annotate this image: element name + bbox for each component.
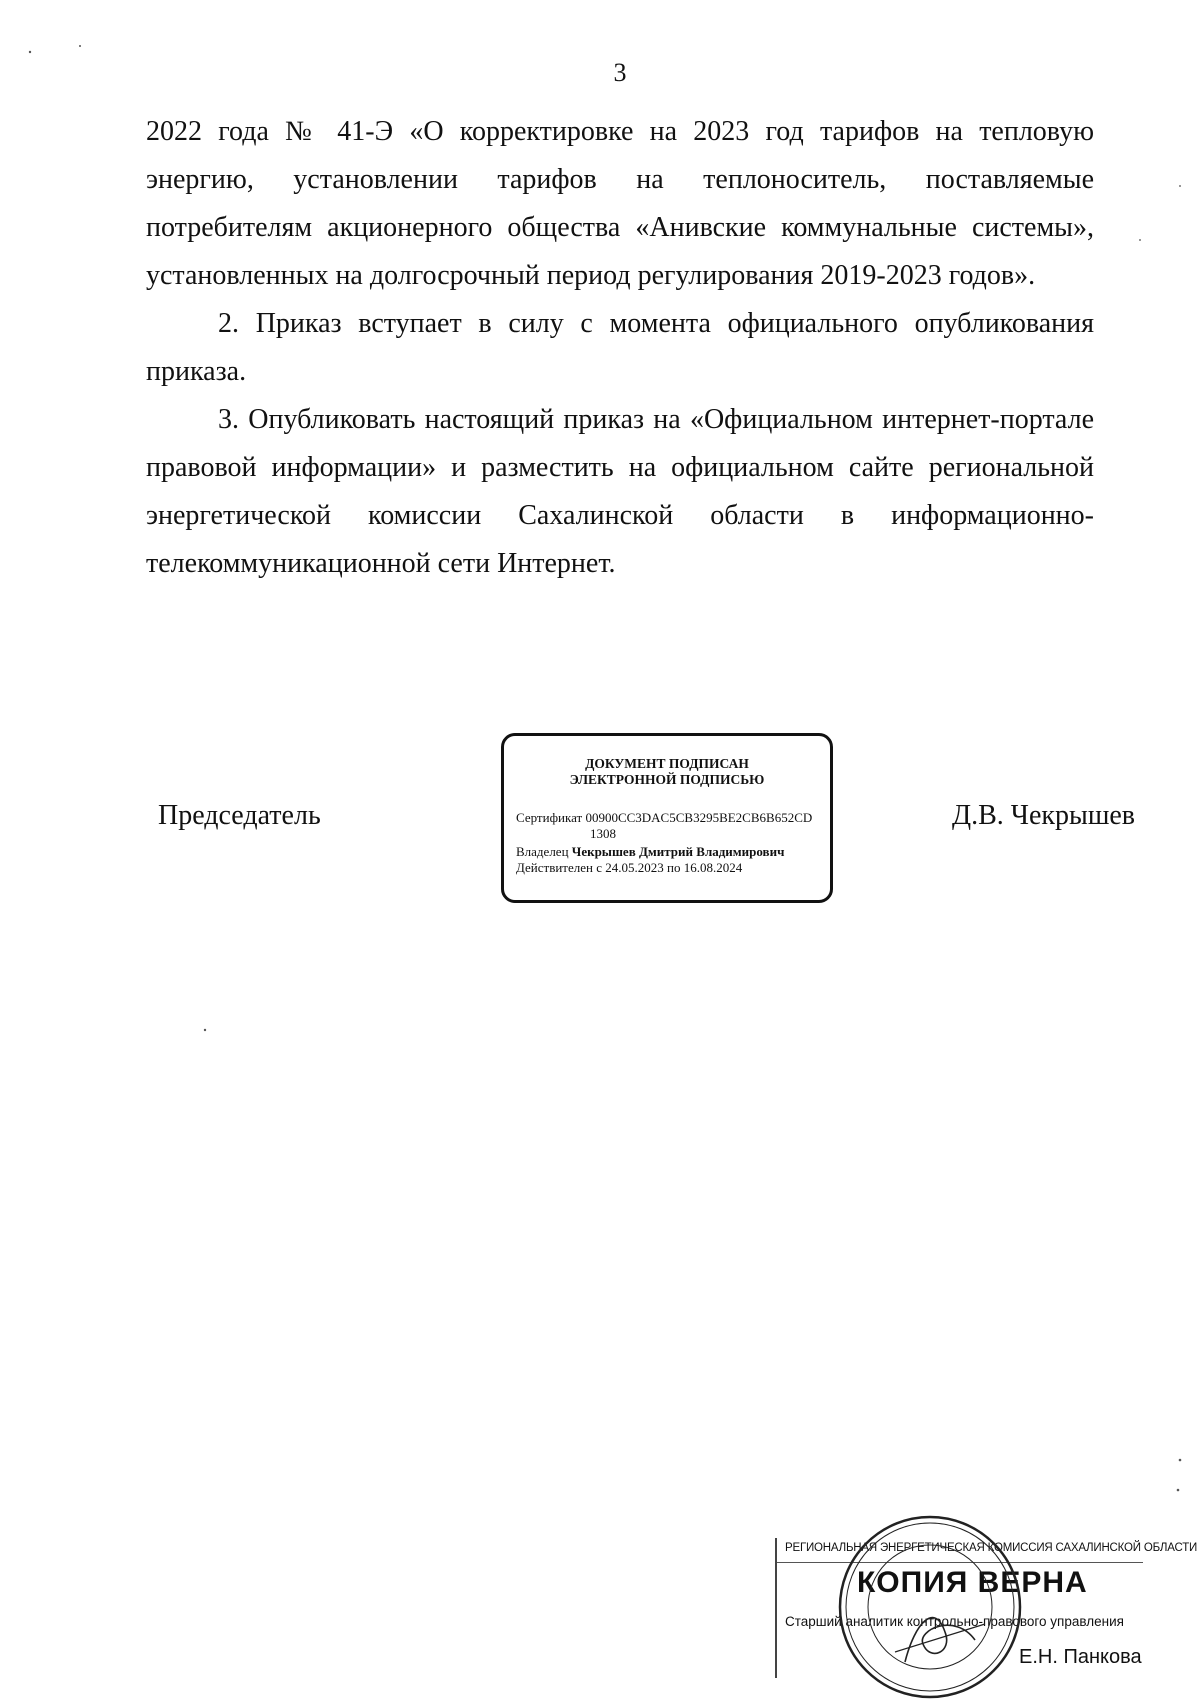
esig-owner-label: Владелец (516, 844, 569, 859)
handwritten-signature-mark (905, 1618, 975, 1662)
copy-stamp-name: Е.Н. Панкова (1019, 1646, 1142, 1668)
copy-stamp-org: РЕГИОНАЛЬНАЯ ЭНЕРГЕТИЧЕСКАЯ КОМИССИЯ САХАЛИНСКОЙ ОБЛАСТИ (785, 1542, 1198, 1554)
esig-certificate (504, 810, 830, 826)
copy-stamp-title: КОПИЯ ВЕРНА (857, 1566, 1088, 1599)
copy-stamp-role: Старший аналитик контрольно-правового управления (785, 1614, 1124, 1629)
esig-owner-value: Чекрышев Дмитрий Владимирович (571, 844, 785, 859)
paragraph-item-3: 3. Опубликовать настоящий приказ на «Официальном интернет-портале правовой информации» и разместить на официальном сайте региональной энергетической комиссии Сахалинской области в информационно-телекоммуникационной сети Интернет. (146, 404, 1094, 579)
signer-name: Д.В. Чекрышев (952, 800, 1136, 831)
body-text (146, 108, 1094, 588)
signer-title: Председатель (158, 800, 321, 831)
page-number: 3 (613, 58, 627, 87)
official-seal (835, 1512, 1025, 1702)
electronic-signature-stamp (501, 733, 833, 903)
esig-heading-2: ЭЛЕКТРОННОЙ ПОДПИСЬЮ (569, 772, 765, 787)
esig-cert-label: Сертификат (516, 810, 583, 825)
esig-validity: Действителен с 24.05.2023 по 16.08.2024 (516, 860, 743, 875)
esig-cert-value-2: 1308 (590, 826, 616, 841)
paragraph-item-2: 2. Приказ вступает в силу с момента официального опубликования приказа. (146, 308, 1094, 387)
esig-owner (504, 844, 830, 860)
esig-cert-value: 00900CC3DAC5CB3295BE2CB6B652CD (585, 810, 813, 825)
paragraph-continuation: 2022 года № 41-Э «О корректировке на 2023 год тарифов на тепловую энергию, установлении тарифов на теплоноситель, поставляемые потребителям акционерного общества «Анивские коммунальные системы», установленных на долгосрочный период регулирования 2019-2023 годов». (146, 116, 1094, 291)
signature-stroke (895, 1624, 985, 1652)
esig-heading-1: ДОКУМЕНТ ПОДПИСАН (585, 756, 749, 771)
